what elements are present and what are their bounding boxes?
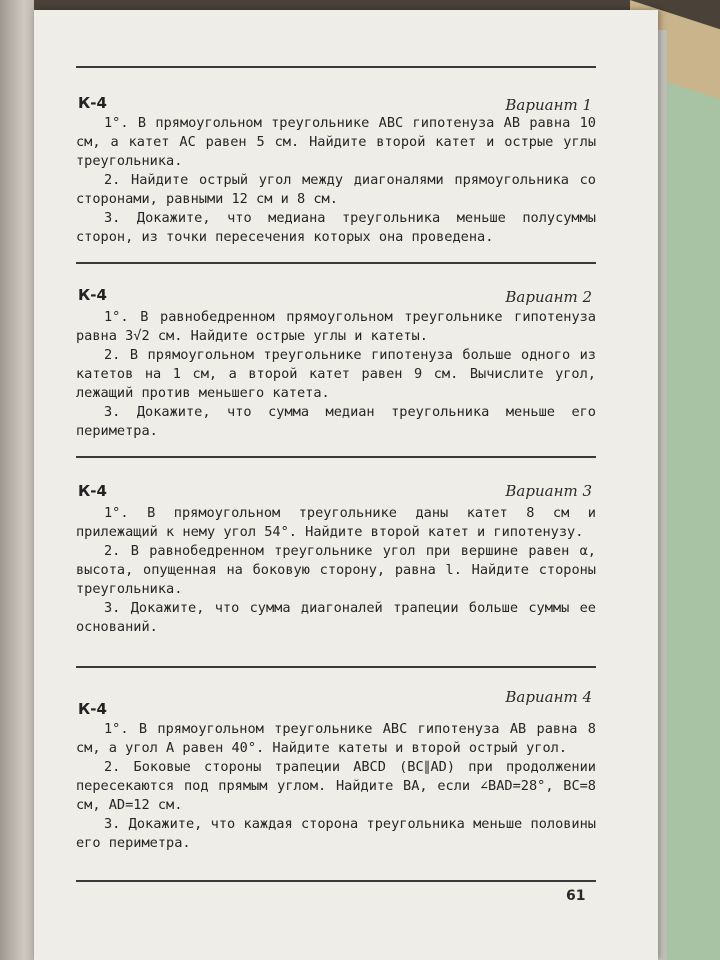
problem-2: 2. Боковые стороны трапеции ABCD (BC∥AD) при продолжении пересекаются под прямым углом. Найдите BA, если ∠BAD=28°, BC=8 см, AD=12 см.: [76, 759, 596, 813]
section-header: [76, 482, 596, 504]
section-divider: [76, 66, 596, 68]
variant-label: Вариант 2: [505, 288, 592, 306]
test-code: К-4: [78, 94, 107, 112]
variant-label: Вариант 4: [505, 688, 592, 706]
problem-1: 1°. В прямоугольном треугольнике ABC гипотенуза AB равна 8 см, а угол A равен 40°. Найдите катеты и второй острый угол.: [76, 721, 596, 756]
left-page-edge: [0, 0, 34, 960]
section-divider: [76, 456, 596, 458]
section-header: [76, 688, 596, 720]
problem-3: 3. Докажите, что сумма медиан треугольника меньше его периметра.: [76, 404, 596, 439]
problem-2: 2. В прямоугольном треугольнике гипотенуза больше одного из катетов на 1 см, а второй катет равен 9 см. Вычислите угол, лежащий против меньшего катета.: [76, 347, 596, 401]
section-variant-3: [76, 482, 596, 637]
section-variant-1: [76, 92, 596, 247]
section-divider: [76, 666, 596, 668]
test-code: К-4: [78, 286, 107, 304]
problem-3: 3. Докажите, что сумма диагоналей трапеции больше суммы ее оснований.: [76, 600, 596, 635]
section-divider: [76, 880, 596, 882]
problem-2: 2. В равнобедренном треугольнике угол при вершине равен α, высота, опущенная на боковую сторону, равна l. Найдите стороны треугольника.: [76, 543, 596, 597]
problem-2: 2. Найдите острый угол между диагоналями прямоугольника со сторонами, равными 12 см и 8 см.: [76, 172, 596, 207]
problem-1: 1°. В прямоугольном треугольнике ABC гипотенуза AB равна 10 см, а катет AC равен 5 см. Найдите второй катет и острые углы треугольника.: [76, 115, 596, 169]
test-code: К-4: [78, 482, 107, 500]
section-divider: [76, 262, 596, 264]
section-variant-2: [76, 286, 596, 441]
problem-1: 1°. В прямоугольном треугольнике даны катет 8 см и прилежащий к нему угол 54°. Найдите второй катет и гипотенузу.: [76, 505, 596, 540]
section-variant-4: [76, 688, 596, 853]
problem-3: 3. Докажите, что медиана треугольника меньше полусуммы сторон, из точки пересечения которых она проведена.: [76, 210, 596, 245]
test-code: К-4: [78, 700, 107, 718]
variant-label: Вариант 1: [505, 96, 592, 114]
problem-1: 1°. В равнобедренном прямоугольном треугольнике гипотенуза равна 3√2 см. Найдите острые углы и катеты.: [76, 309, 596, 344]
page-number: 61: [566, 888, 586, 904]
section-header: [76, 286, 596, 308]
section-header: [76, 92, 596, 114]
problem-3: 3. Докажите, что каждая сторона треугольника меньше половины его периметра.: [76, 816, 596, 851]
variant-label: Вариант 3: [505, 482, 592, 500]
